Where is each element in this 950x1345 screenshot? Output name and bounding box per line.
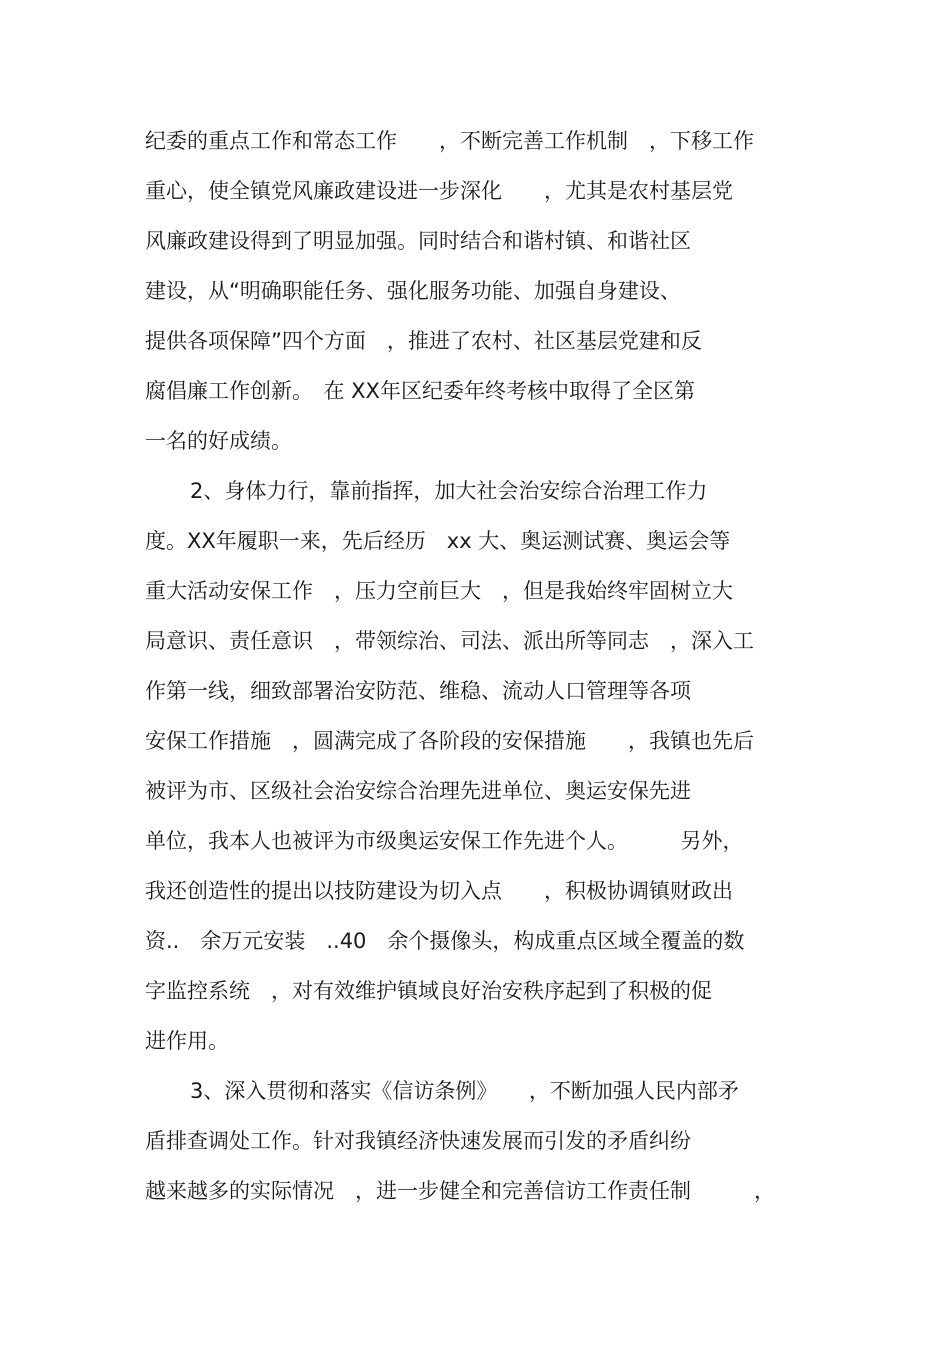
paragraph-start-line: 3、深入贯彻和落实《信访条例》 ，不断加强人民内部矛 xyxy=(190,1079,739,1103)
text-line: 单位，我本人也被评为市级奥运安保工作先进个人。 另外， xyxy=(145,829,744,853)
text-line: 盾排查调处工作。针对我镇经济快速发展而引发的矛盾纠纷 xyxy=(145,1129,691,1153)
text-line: 作第一线，细致部署治安防范、维稳、流动人口管理等各项 xyxy=(145,679,691,703)
text-line: 重大活动安保工作 ，压力空前巨大 ，但是我始终牢固树立大 xyxy=(145,579,733,603)
text-line: 安保工作措施 ，圆满完成了各阶段的安保措施 ，我镇也先后 xyxy=(145,729,754,753)
text-line: 风廉政建设得到了明显加强。同时结合和谐村镇、和谐社区 xyxy=(145,229,691,253)
text-line: 被评为市、区级社会治安综合治理先进单位、奥运安保先进 xyxy=(145,779,691,803)
text-line: 建设，从“明确职能任务、强化服务功能、加强自身建设、 xyxy=(145,279,681,303)
text-line: 腐倡廉工作创新。 在 XX年区纪委年终考核中取得了全区第 xyxy=(145,379,695,403)
text-line: 度。XX年履职一来，先后经历 xx 大、奥运测试赛、奥运会等 xyxy=(145,529,731,553)
text-line: 一名的好成绩。 xyxy=(145,429,292,453)
paragraph-start-line: 2、身体力行，靠前指挥，加大社会治安综合治理工作力 xyxy=(190,479,708,503)
text-line: 我还创造性的提出以技防建设为切入点 ，积极协调镇财政出 xyxy=(145,879,733,903)
text-line: 提供各项保障”四个方面 ，推进了农村、社区基层党建和反 xyxy=(145,329,702,353)
text-line: 局意识、责任意识 ，带领综治、司法、派出所等同志 ，深入工 xyxy=(145,629,754,653)
text-line: 重心，使全镇党风廉政建设进一步深化 ，尤其是农村基层党 xyxy=(145,179,733,203)
text-line: 越来越多的实际情况 ，进一步健全和完善信访工作责任制 ， xyxy=(145,1179,775,1203)
text-line: 资.. 余万元安装 ..40 余个摄像头，构成重点区域全覆盖的数 xyxy=(145,929,745,953)
text-line: 纪委的重点工作和常态工作 ，不断完善工作机制 ，下移工作 xyxy=(145,129,754,153)
text-line: 进作用。 xyxy=(145,1029,229,1053)
text-line: 字监控系统 ，对有效维护镇域良好治安秩序起到了积极的促 xyxy=(145,979,712,1003)
